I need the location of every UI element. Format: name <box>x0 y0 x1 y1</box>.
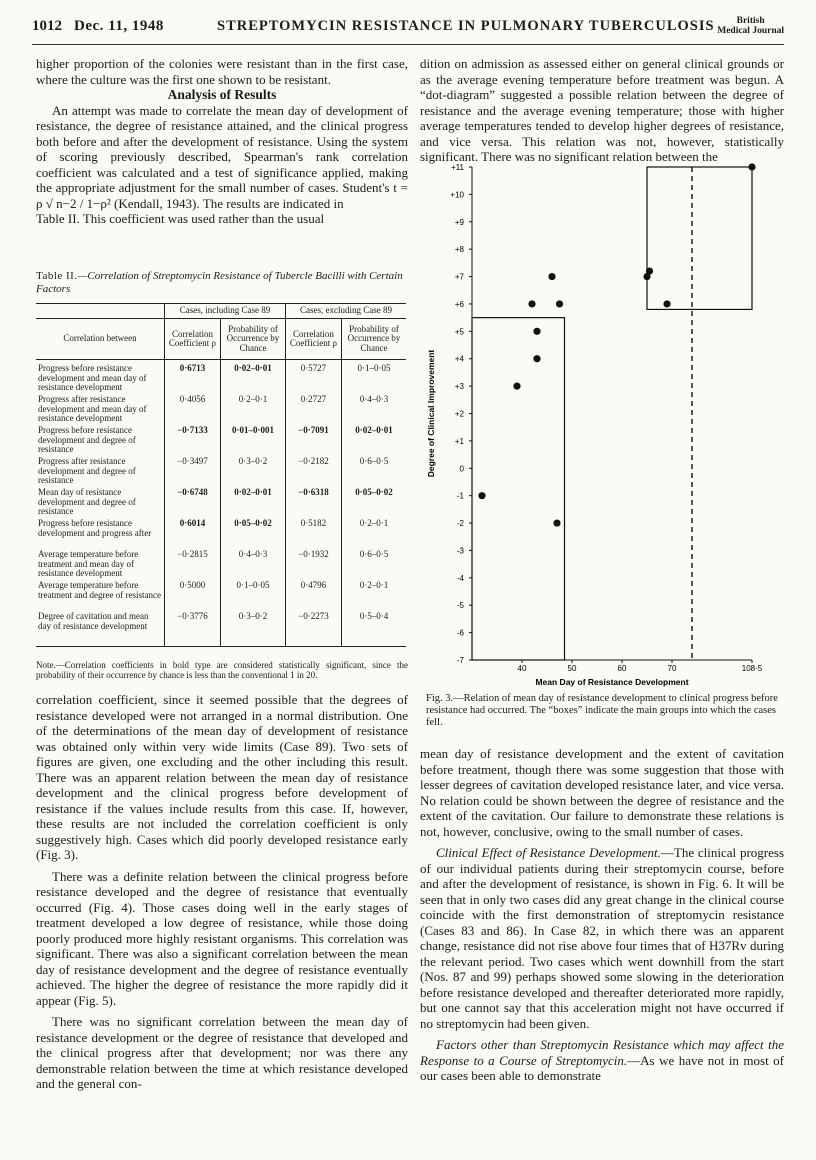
other-factors-heading: Factors other than Streptomycin Resistance which may affect the Response to a Course of Streptomycin. <box>420 1037 784 1068</box>
no-correlation-paragraph: There was no significant correlation between the mean day of resistance development or the degree of resistance that developed and the clinical progress after that development; nor was there any demonstrable relation between the time at which resistance developed and the general con- <box>36 1014 408 1091</box>
y-tick-label: +8 <box>454 245 464 255</box>
prob-including: 0·4–0·3 <box>220 550 285 581</box>
coef-including: −0·7133 <box>165 426 221 457</box>
y-tick-label: +5 <box>454 327 464 337</box>
coef-including: 0·6713 <box>165 360 221 396</box>
table-row <box>36 360 406 396</box>
prob-including: 0·02–0·01 <box>220 488 285 519</box>
correlation-paragraph: correlation coefficient, since it seemed possible that the degrees of resistance developed were not arranged in a normal distribution. One of the determinations of the mean day of development of resistance was obtained only within very wide limits (Case 89). Two sets of figures are given, one excluding and the other including this result. There was an apparent relation between the mean day of resistance development and the clinical progress before development of resistance if the values include results from this case. If, however, these results are not included the correlation coefficient is only suggestively high. Cases which did poorly developed resistance early (Fig. 3). <box>36 692 408 862</box>
condition-paragraph: dition on admission as assessed either on general clinical grounds or as the average evening temperature before treatment was begun. A “dot-diagram” suggested a possible relation between the degree of resistance and the average evening temperature; those with higher average temperatures tended to develop higher degrees of resistance, and vice versa. This relation was not, however, statistically significant. There was no significant relation between the <box>420 56 784 164</box>
prob-excluding: 0·1–0·05 <box>341 360 406 396</box>
x-tick-label: 108·5 <box>741 664 763 673</box>
data-point <box>553 519 560 526</box>
y-tick-label: +3 <box>454 382 464 392</box>
x-tick-label: 60 <box>617 664 627 673</box>
data-point <box>748 163 755 170</box>
x-tick-label: 70 <box>667 664 677 673</box>
row-label: Degree of cavitation and mean day of resistance development <box>36 612 165 647</box>
x-axis-title: Mean Day of Resistance Development <box>535 677 689 687</box>
y-tick-label: +11 <box>451 163 464 172</box>
x-tick-label: 40 <box>517 664 527 673</box>
row-label: Progress before resistance development and progress after <box>38 518 152 538</box>
page-number: 1012 <box>32 18 62 34</box>
y-tick-label: -3 <box>456 546 464 556</box>
coef-including: 0·4056 <box>165 395 221 426</box>
prob-including: 0·3–0·2 <box>220 457 285 488</box>
prob-including: 0·01–0·001 <box>220 426 285 457</box>
right-column-bottom <box>420 746 784 1084</box>
table-row <box>36 612 406 647</box>
data-point <box>513 383 520 390</box>
prob-excluding: 0·05–0·02 <box>341 488 406 519</box>
row-label: Progress after resistance development and degree of resistance <box>38 456 136 485</box>
coef-including: −0·2815 <box>165 550 221 581</box>
y-tick-label: +10 <box>450 190 464 200</box>
table-row <box>36 488 406 519</box>
analysis-paragraph: An attempt was made to correlate the mean day of development of resistance, the degree of resistance attained, and the clinical progress both before and after the development of resistance. Using the system of scoring previously described, Spearman's rank correlation coefficient was calculated and a test of significance applied, making the appropriate adjustment for the small number of cases. Student's t = ρ √ n−2 / 1−ρ² (Kendall, 1943). The results are indicated in <box>36 102 408 211</box>
table-row <box>36 457 406 488</box>
row-label: Progress before resistance development and mean day of resistance development <box>38 363 147 392</box>
left-column-top <box>36 56 408 227</box>
prob-including: 0·05–0·02 <box>220 519 285 550</box>
data-point <box>663 300 670 307</box>
table-row <box>36 395 406 426</box>
issue-date: Dec. 11, 1948 <box>74 18 164 34</box>
row-label: Average temperature before treatment and mean day of resistance development <box>38 549 139 578</box>
group-header-excluding: Cases, excluding Case 89 <box>285 304 406 319</box>
table-row <box>36 581 406 612</box>
coef-including: −0·6748 <box>165 488 221 519</box>
y-tick-label: -5 <box>456 601 464 611</box>
correlation-table <box>36 303 406 647</box>
y-tick-label: +7 <box>454 272 464 282</box>
right-column-top <box>420 56 784 165</box>
table-caption-label: Table II. <box>36 270 78 282</box>
row-label: Progress after resistance development and mean day of resistance development <box>38 394 147 423</box>
analysis-paragraph-end: Table II. This coefficient was used rather than the usual <box>36 211 325 226</box>
y-tick-label: -2 <box>456 519 464 529</box>
journal-name <box>717 16 784 36</box>
table-body <box>36 360 406 647</box>
y-tick-label: +9 <box>454 217 464 227</box>
y-tick-label: 0 <box>459 464 464 474</box>
prob-excluding: 0·6–0·5 <box>341 457 406 488</box>
col-header-prob-inc: Probability of Occurrence by Chance <box>220 319 285 360</box>
journal-name-line2: Medical Journal <box>717 26 784 36</box>
data-point <box>556 300 563 307</box>
clinical-effect-paragraph <box>420 845 784 1031</box>
figure-3-caption: Fig. 3.—Relation of mean day of resistance development to clinical progress before resistance had occurred. The “boxes” indicate the main groups into which the cases fell. <box>426 693 778 728</box>
group-box-1 <box>472 318 565 660</box>
figure-3-chart <box>420 160 788 690</box>
coef-excluding: 0·5727 <box>285 360 341 396</box>
relation-paragraph: There was a definite relation between the clinical progress before resistance developed and the degree of resistance that eventually occurred (Fig. 4). Those cases doing well in the early stages of treatment developed a low degree of resistance, while those doing poorly produced more highly resistant organisms. This correlation was significant. There was also a significant correlation between the mean day of resistance development and the degree of resistance eventually achieved. The higher the degree of resistance the more rapidly did it appear (Fig. 5). <box>36 868 408 1008</box>
analysis-heading: Analysis of Results <box>167 87 277 102</box>
row-label: Average temperature before treatment and degree of resistance <box>38 580 161 600</box>
col-header-coef-inc: Correlation Coefficient ρ <box>165 319 221 360</box>
clinical-effect-body: —The clinical progress of our individual patients during their streptomycin course, before and after the development of resistance, is shown in Fig. 6. It will be seen that in only two cases did any great change in the clinical course coincide with the first demonstration of streptomycin resistance (Cases 83 and 86). In Case 82, in which there was an apparent change, resistance did not rise above four times that of H37Rv during the relevant period. Two cases which went downhill from the start (Nos. 87 and 99) perhaps showed some slowing in the deterioration before resistance developed and thereafter deteriorated more rapidly, but one cannot say that this acceleration might not have occurred if no streptomycin had been given. <box>420 845 784 1031</box>
y-tick-label: -7 <box>456 656 464 665</box>
table-row <box>36 519 406 550</box>
coef-including: −0·3776 <box>165 612 221 647</box>
data-point <box>478 492 485 499</box>
coef-excluding: −0·6318 <box>285 488 341 519</box>
group-box-2 <box>647 167 752 309</box>
data-point <box>533 355 540 362</box>
cavitation-paragraph: mean day of resistance development and the extent of cavitation before treatment, though there was some suggestion that those with lesser degrees of cavitation developed resistance later, and vice versa. No relation could be shown between the degree of resistance and the extent of the cavitation. Our failure to demonstrate these relations is not, however, conclusive, owing to the small number of cases. <box>420 746 784 839</box>
col-header-correlation: Correlation between <box>36 319 165 360</box>
y-tick-label: +4 <box>454 354 464 364</box>
coef-excluding: 0·5182 <box>285 519 341 550</box>
prob-including: 0·1–0·05 <box>220 581 285 612</box>
data-point <box>646 267 653 274</box>
table-caption <box>36 270 412 296</box>
article-running-title: STREPTOMYCIN RESISTANCE IN PULMONARY TUBERCULOSIS <box>217 18 715 34</box>
y-tick-label: -4 <box>456 573 464 583</box>
coef-including: −0·3497 <box>165 457 221 488</box>
y-tick-label: +1 <box>454 436 464 446</box>
prob-excluding: 0·6–0·5 <box>341 550 406 581</box>
col-header-coef-exc: Correlation Coefficient ρ <box>285 319 341 360</box>
coef-excluding: −0·2273 <box>285 612 341 647</box>
coef-excluding: 0·4796 <box>285 581 341 612</box>
data-point <box>528 300 535 307</box>
col-header-prob-exc: Probability of Occurrence by Chance <box>341 319 406 360</box>
prob-excluding: 0·4–0·3 <box>341 395 406 426</box>
row-label: Progress before resistance development and degree of resistance <box>38 425 136 454</box>
prob-excluding: 0·2–0·1 <box>341 519 406 550</box>
y-axis-title: Degree of Clinical Improvement <box>426 349 436 478</box>
table-row <box>36 426 406 457</box>
intro-paragraph: higher proportion of the colonies were resistant than in the first case, where the culture was the first one shown to be resistant. <box>36 56 408 87</box>
table-caption-title: —Correlation of Streptomycin Resistance of Tubercle Bacilli with Certain Factors <box>36 270 403 295</box>
x-tick-label: 50 <box>567 664 577 673</box>
y-tick-label: -6 <box>456 628 464 638</box>
y-tick-label: +2 <box>454 409 464 419</box>
data-point <box>533 328 540 335</box>
table-row <box>36 550 406 581</box>
coef-including: 0·6014 <box>165 519 221 550</box>
coef-excluding: −0·2182 <box>285 457 341 488</box>
coef-including: 0·5000 <box>165 581 221 612</box>
table-note: Note.—Correlation coefficients in bold type are considered statistically significant, since the probability of their occurrence by chance is less than the conventional 1 in 20. <box>36 660 408 680</box>
y-tick-label: -1 <box>456 491 464 501</box>
group-header-including: Cases, including Case 89 <box>165 304 286 319</box>
prob-including: 0·2–0·1 <box>220 395 285 426</box>
coef-excluding: −0·7091 <box>285 426 341 457</box>
y-tick-label: +6 <box>454 299 464 309</box>
prob-including: 0·02–0·01 <box>220 360 285 396</box>
other-factors-body: —As we have not in most of our cases been able to demonstrate <box>420 1052 784 1083</box>
prob-including: 0·3–0·2 <box>220 612 285 647</box>
coef-excluding: 0·2727 <box>285 395 341 426</box>
prob-excluding: 0·5–0·4 <box>341 612 406 647</box>
row-label: Mean day of resistance development and degree of resistance <box>38 487 136 516</box>
other-factors-paragraph <box>420 1037 784 1084</box>
coef-excluding: −0·1932 <box>285 550 341 581</box>
running-header <box>32 12 784 45</box>
left-column-bottom <box>36 692 408 1092</box>
prob-excluding: 0·2–0·1 <box>341 581 406 612</box>
prob-excluding: 0·02–0·01 <box>341 426 406 457</box>
clinical-effect-heading: Clinical Effect of Resistance Development. <box>436 845 661 860</box>
journal-name-line1: British <box>736 16 765 26</box>
data-point <box>548 273 555 280</box>
